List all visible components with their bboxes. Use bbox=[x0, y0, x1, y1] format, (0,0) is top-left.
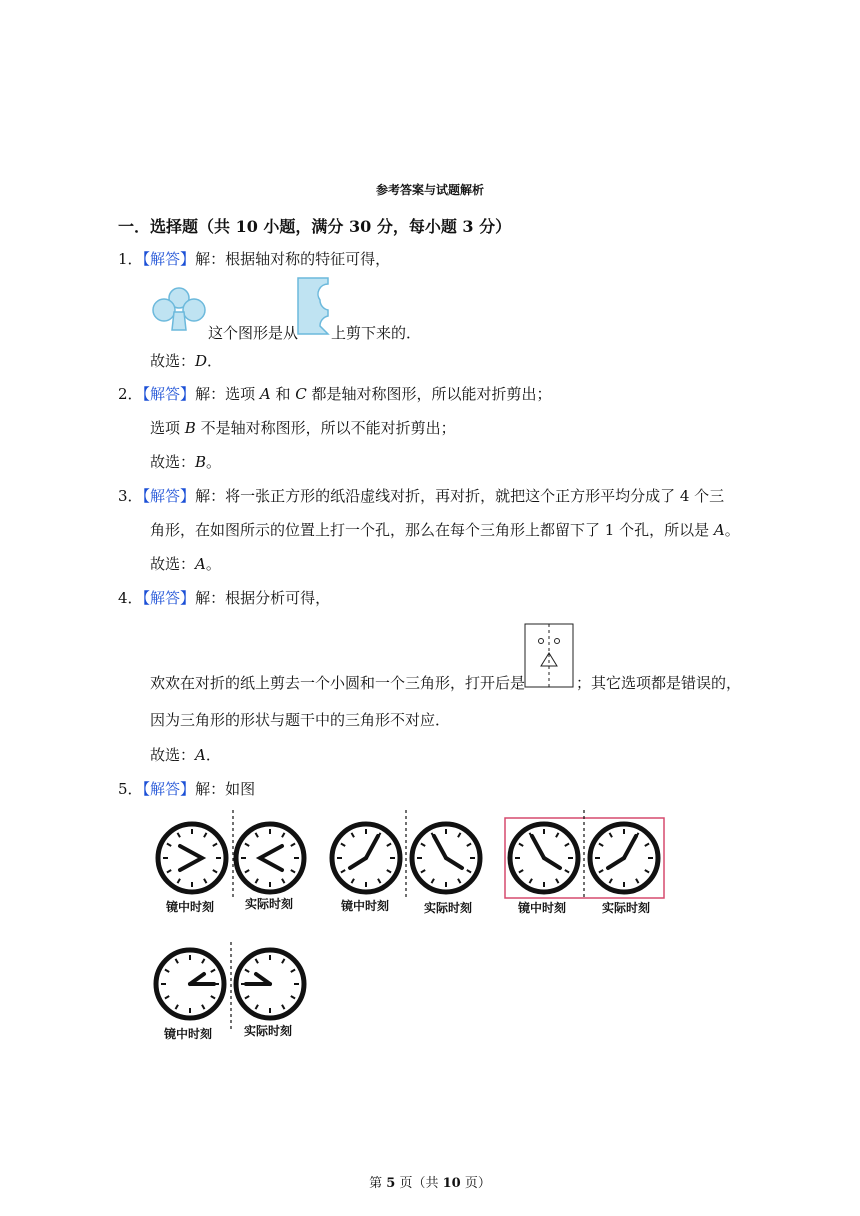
mirror-time-label: 镜中时刻 bbox=[164, 1027, 213, 1041]
q1-text: 解：根据轴对称的特征可得， bbox=[195, 250, 391, 268]
clock-icon bbox=[158, 824, 226, 892]
mirror-clock-figure bbox=[148, 808, 678, 1048]
actual-time-label: 实际时刻 bbox=[424, 901, 473, 915]
page-title: 参考答案与试题解析 bbox=[375, 183, 484, 197]
folded-paper-figure bbox=[524, 623, 574, 688]
mirror-time-label: 镜中时刻 bbox=[518, 901, 567, 915]
q3-line1: 3．【解答】解：将一张正方形的纸沿虚线对折，再对折，就把这个正方形平均分成了 4 个三 bbox=[118, 487, 725, 505]
page-footer: 第 5 页（共 10 页） bbox=[369, 1176, 491, 1191]
section-heading: 一．选择题（共 10 小题，满分 30 分，每小题 3 分） bbox=[118, 217, 512, 236]
actual-time-label: 实际时刻 bbox=[244, 1024, 293, 1038]
actual-time-label: 实际时刻 bbox=[245, 897, 294, 911]
page-total: 10 bbox=[442, 1176, 461, 1191]
q4-line2b: ；其它选项都是错误的， bbox=[576, 674, 742, 692]
q3-choice: 故选：A。 bbox=[150, 555, 221, 573]
actual-time-label: 实际时刻 bbox=[602, 901, 651, 915]
clock-icon bbox=[590, 824, 658, 892]
clock-icon bbox=[510, 824, 578, 892]
clock-icon bbox=[412, 824, 480, 892]
mirror-time-label: 镜中时刻 bbox=[341, 899, 390, 913]
q4-line1: 4．【解答】解：根据分析可得， bbox=[118, 589, 331, 607]
clock-icon bbox=[236, 824, 304, 892]
cut-paper-figure bbox=[296, 276, 330, 336]
q2-choice: 故选：B。 bbox=[150, 453, 222, 471]
clock-icon bbox=[332, 824, 400, 892]
q1-line1 bbox=[118, 248, 390, 269]
q1-fig-text-a: 这个图形是从 bbox=[208, 324, 299, 342]
mirror-time-label: 镜中时刻 bbox=[166, 900, 215, 914]
q4-line3: 因为三角形的形状与题干中的三角形不对应． bbox=[150, 711, 451, 729]
q5-line1: 5．【解答】解：如图 bbox=[118, 780, 256, 798]
clock-icon bbox=[156, 950, 224, 1018]
q3-line2: 角形，在如图所示的位置上打一个孔，那么在每个三角形上都留下了 1 个孔，所以是 A。 bbox=[150, 521, 740, 539]
clock-icon bbox=[236, 950, 304, 1018]
q4-line2a: 欢欢在对折的纸上剪去一个小圆和一个三角形，打开后是 bbox=[150, 674, 526, 692]
q1-number: 1． bbox=[118, 250, 143, 268]
q1-choice: 故选：D． bbox=[150, 352, 223, 370]
q2-line1: 2．【解答】解：选项 A 和 C 都是轴对称图形，所以能对折剪出； bbox=[118, 385, 552, 403]
q4-choice: 故选：A． bbox=[150, 746, 221, 764]
answer-tag: 【解答】 bbox=[142, 250, 196, 268]
club-shape-figure bbox=[150, 286, 208, 334]
q1-fig-text-b: 上剪下来的． bbox=[331, 324, 422, 342]
page-number: 5 bbox=[386, 1176, 396, 1191]
q2-line2: 选项 B 不是轴对称图形，所以不能对折剪出； bbox=[150, 419, 456, 437]
